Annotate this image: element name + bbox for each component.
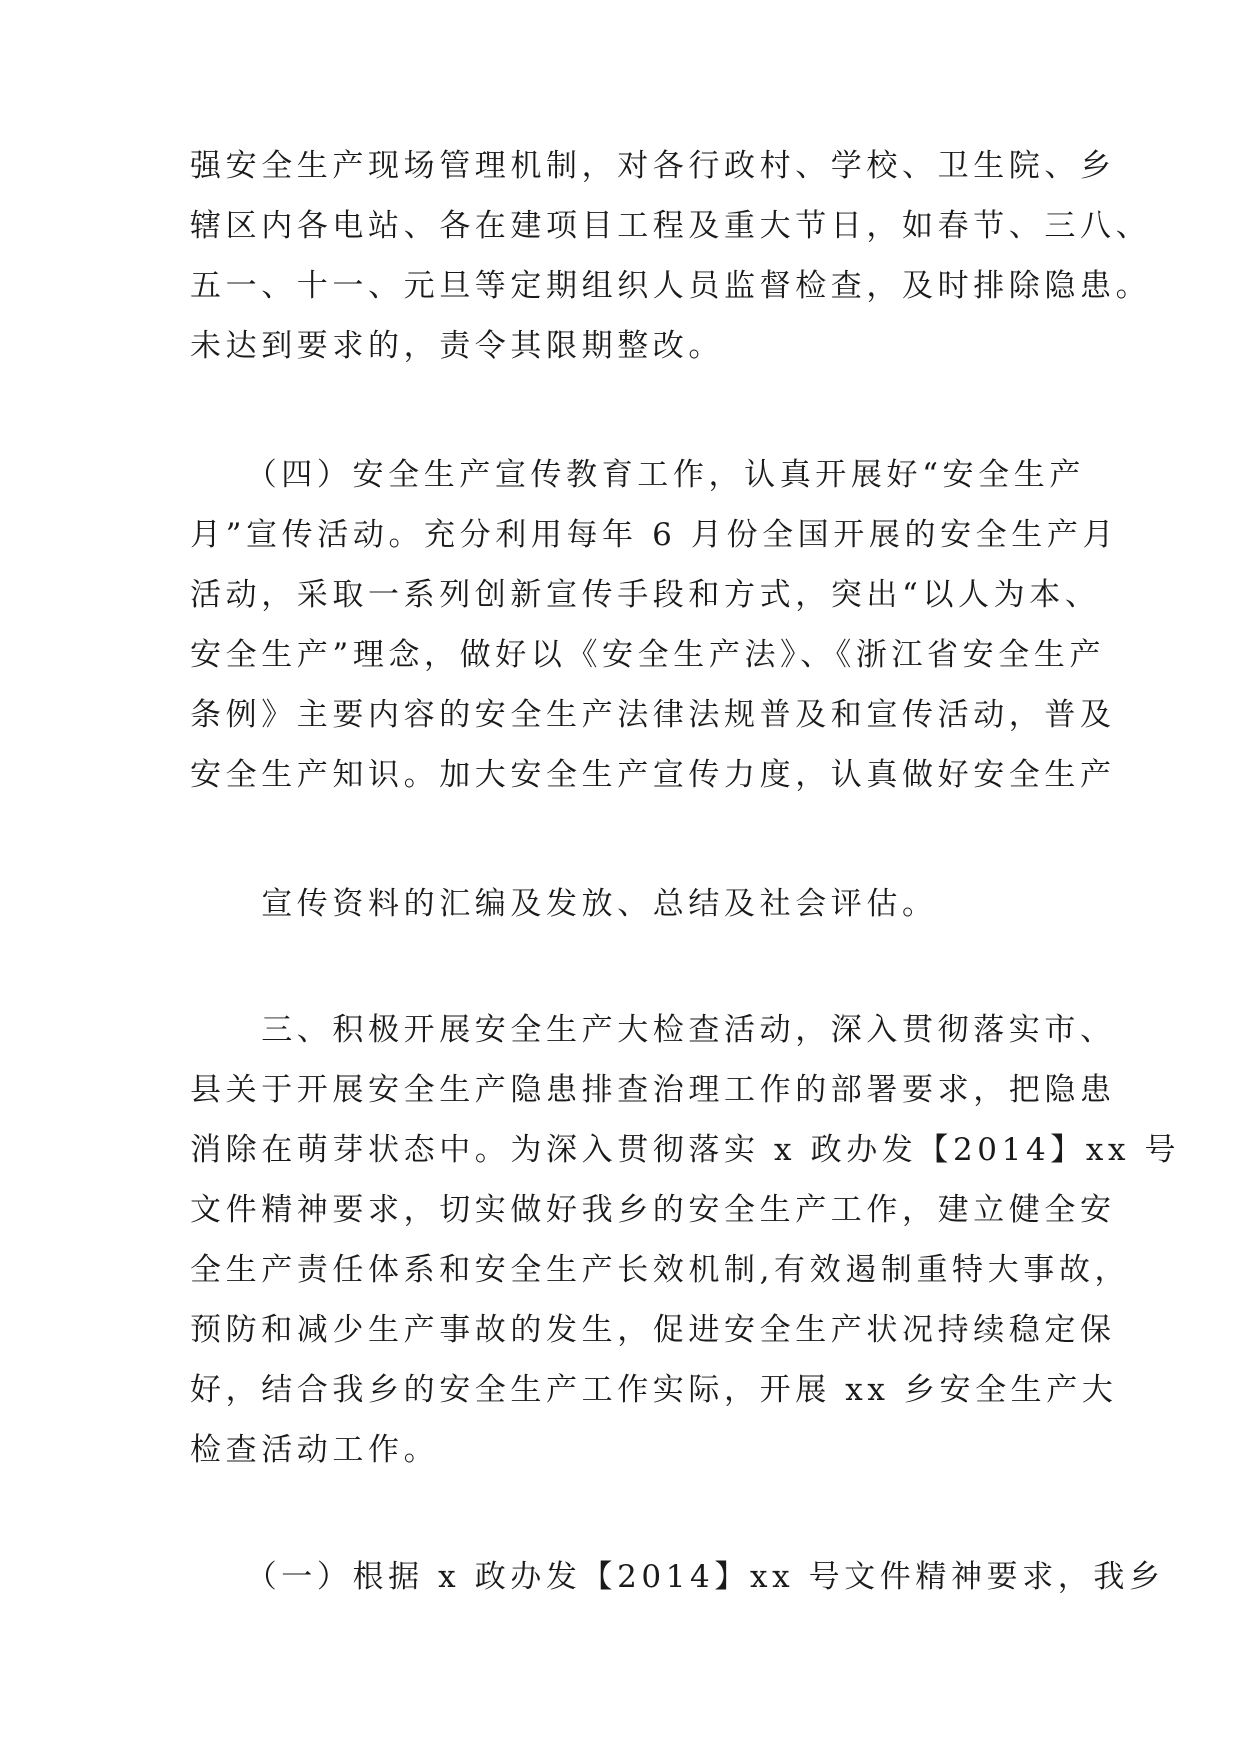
text-line: 辖区内各电站、各在建项目工程及重大节日，如春节、三八、: [190, 208, 1152, 244]
text-line: 宣传资料的汇编及发放、总结及社会评估。: [190, 886, 938, 922]
paragraph-publicity-materials: [190, 874, 938, 934]
text-line: （四）安全生产宣传教育工作，认真开展好“安全生产: [190, 457, 1085, 493]
text-line: 三、积极开展安全生产大检查活动，深入贯彻落实市、: [190, 1012, 1116, 1048]
paragraph-section-one-basis: [190, 1547, 1165, 1607]
text-line: 全生产责任体系和安全生产长效机制,有效遏制重特大事故，: [190, 1252, 1131, 1288]
text-line: 安全生产”理念，做好以《安全生产法》、《浙江省安全生产: [190, 637, 1106, 673]
text-line: 强安全生产现场管理机制，对各行政村、学校、卫生院、乡: [190, 148, 1116, 184]
text-line: 活动，采取一系列创新宣传手段和方式，突出“以人为本、: [190, 577, 1101, 613]
text-line: 月”宣传活动。充分利用每年 6 月份全国开展的安全生产月: [190, 517, 1119, 553]
text-line: 条例》主要内容的安全生产法律法规普及和宣传活动，普及: [190, 697, 1116, 733]
paragraph-section-three-inspection: [190, 1000, 1180, 1480]
text-line: 检查活动工作。: [190, 1432, 440, 1468]
text-line: 未达到要求的，责令其限期整改。: [190, 328, 724, 364]
paragraph-site-management: [190, 136, 1151, 376]
text-line: 预防和减少生产事故的发生，促进安全生产状况持续稳定保: [190, 1312, 1116, 1348]
paragraph-section-four-publicity: [190, 445, 1118, 805]
text-line: 五一、十一、元旦等定期组织人员监督检查，及时排除隐患。: [190, 268, 1152, 304]
text-line: 消除在萌芽状态中。为深入贯彻落实 x 政办发【2014】xx 号: [190, 1132, 1181, 1168]
text-line: 县关于开展安全生产隐患排查治理工作的部署要求，把隐患: [190, 1072, 1116, 1108]
text-line: 好，结合我乡的安全生产工作实际，开展 xx 乡安全生产大: [190, 1372, 1118, 1408]
text-line: （一）根据 x 政办发【2014】xx 号文件精神要求，我乡: [190, 1559, 1165, 1595]
text-line: 安全生产知识。加大安全生产宣传力度，认真做好安全生产: [190, 757, 1116, 793]
text-line: 文件精神要求，切实做好我乡的安全生产工作，建立健全安: [190, 1192, 1116, 1228]
